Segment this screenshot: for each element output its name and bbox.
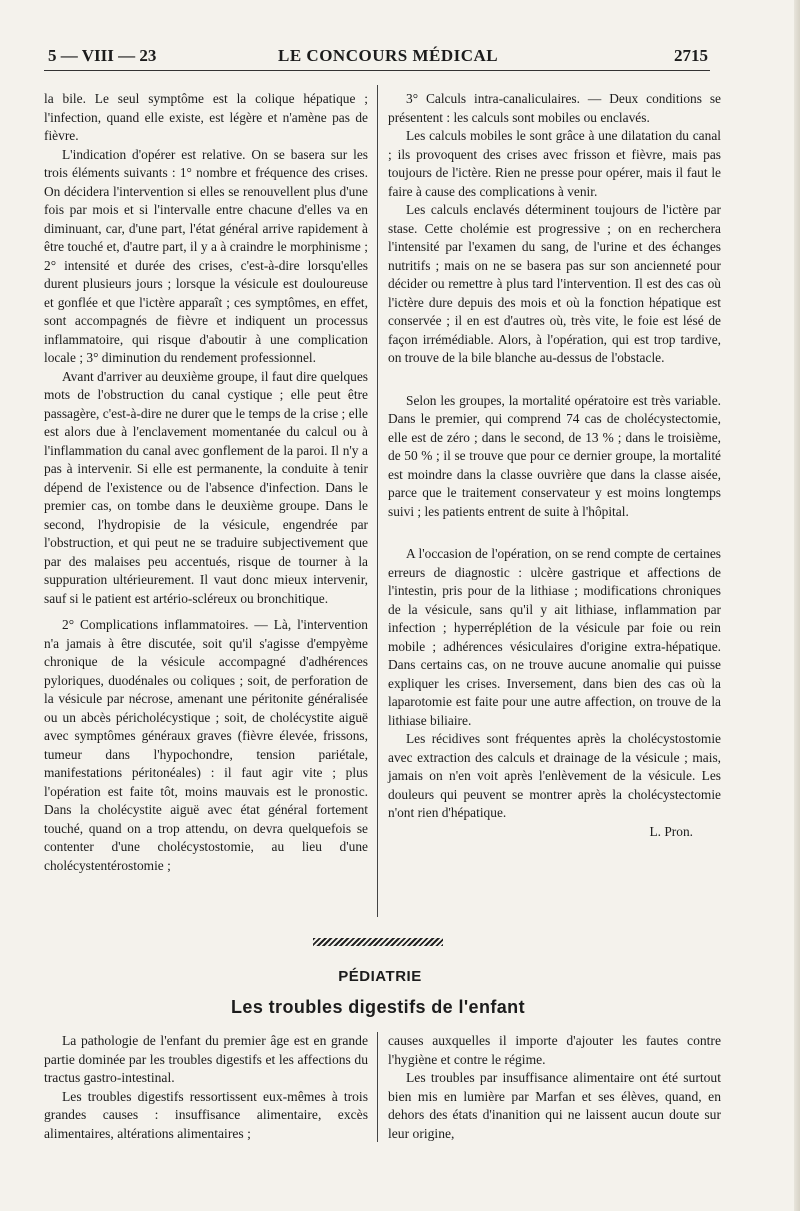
paragraph: La pathologie de l'enfant du premier âge est en grande partie dominée par les troubles digestifs et les affections du tractus gastro-intestinal.	[44, 1033, 368, 1086]
article-title: Les troubles digestifs de l'enfant	[231, 997, 525, 1017]
page-edge	[794, 0, 800, 1211]
paragraph: 2° Complications inflammatoires. — Là, l'intervention n'a jamais à être discutée, soit qu'il s'agisse d'empyème chronique de la vésicule accompagné d'adhérences pyloriques, duodénales ou coliques ; soit, de perforation de la vésicule par nécrose, amenant une péritonite généralisée ou un abcès péricholécystique ; soit, de cholécystite aiguë avec symptômes généraux graves (fièvre élevée, frissons, tumeur dans l'hypochondre, tension pariétale, manifestations péritonéales) : il faut agir vite ; plus l'opération est faite tôt, moins mauvais est le pronostic. Dans la cholécystite aiguë avec état général fortement touché, quand on a trop attendu, on devra quelquefois se contenter d'une cholécystostomie, au lieu d'une cholécystentérostomie ;	[44, 617, 368, 873]
article-left-column	[44, 1032, 368, 1144]
paragraph: Selon les groupes, la mortalité opératoire est très variable. Dans le premier, qui comprend 74 cas de cholécystectomie, elle est de zéro ; dans le second, de 13 % ; dans le troisième, de 50 % ; il se trouve que pour ce dernier groupe, la mortalité est moindre dans la classe ouvrière que dans la classe aisée, parce que le traitement conservateur y est moins longtemps suivi ; les patients entrent de suite à l'hôpital.	[388, 392, 721, 519]
paragraph: Les calculs enclavés déterminent toujours de l'ictère par stase. Cette cholémie est progressive ; on en recherchera l'intensité par l'examen du sang, de l'urine et des échanges nutritifs ; mais on ne se basera pas sur son ancienneté pour décider ou remettre à plus tard l'intervention. Il est des cas où l'ictère dure depuis des mois et où la fonction hépatique est conservée ; il en est d'autres où, très vite, le foie est lésé de façon irrémédiable. Alors, à l'opération, qui est trop tardive, on trouve de la bile blanche au-dessus de l'obstacle.	[388, 202, 721, 365]
page-header	[48, 46, 708, 68]
column-divider	[377, 85, 378, 917]
paragraph: causes auxquelles il importe d'ajouter les fautes contre l'hygiène et contre le régime.	[388, 1033, 721, 1067]
section-ornament	[313, 938, 443, 946]
article-right-column	[388, 1032, 721, 1144]
paragraph: A l'occasion de l'opération, on se rend compte de certaines erreurs de diagnostic : ulcère gastrique et affections de l'intestin, pris pour de la lithiase ; modifications chroniques de la vésicule, sans qu'il y ait lithiase, inflammation par infection ; hyperréplétion de la vésicule par foie ou rein mobile ; adhérences vésiculaires d'origine extra-hépatique. Dans certains cas, on ne trouve aucune anomalie qui puisse expliquer les crises. Inversement, dans bien des cas où la laparotomie est faite pour une autre affection, on trouve de la lithiase biliaire.	[388, 546, 721, 728]
paragraph: Avant d'arriver au deuxième groupe, il faut dire quelques mots de l'obstruction du canal cystique ; elle peut être passagère, c'est-à-dire ne durer que le temps de la crise ; elle est alors due à l'enclavement momentanée du calcul ou à l'inflammation du canal avec gonflement de la paroi. Il n'y a pas à intervenir. Si elle est permanente, la conduite à tenir dépend de l'existence ou de l'absence d'infection. Dans le premier cas, on tombe dans le deuxième groupe. Dans le second, l'hydropisie de la vésicule, engendrée par l'obstruction, et qui peut ne se traduire subjectivement que par des malaises peu accentués, risque de tourner à la suppuration ultérieurement. Il vaut donc mieux intervenir, sauf si le patient est artério-scléreux ou bronchitique.	[44, 368, 368, 606]
left-column	[44, 90, 368, 875]
header-rule	[44, 70, 710, 71]
paragraph: 3° Calculs intra-canaliculaires. — Deux conditions se présentent : les calculs sont mobiles ou enclavés.	[388, 91, 721, 125]
journal-title: LE CONCOURS MÉDICAL	[278, 46, 499, 65]
paragraph: la bile. Le seul symptôme est la colique hépatique ; l'infection, quand elle existe, est légère et n'amène pas de fièvre.	[44, 91, 368, 143]
paragraph: Les troubles par insuffisance alimentaire ont été surtout bien mis en lumière par Marfan et ses élèves, quand, en dehors des états d'inanition qui ne laissent aucun doute sur leur origine,	[388, 1070, 721, 1141]
paragraph: L'indication d'opérer est relative. On se basera sur les trois éléments suivants : 1° nombre et fréquence des crises. On décidera l'intervention si elles se renouvellent plus d'une fois par mois et si l'intervalle entre chacune d'elles va en diminuant, car, d'une part, l'état général arrive rapidement à être touché et, d'autre part, il y a à craindre le morphinisme ; 2° intensité et durée des crises, c'est-à-dire lorsqu'elles durent plusieurs jours ; lorsque la vésicule est douloureuse et gonflée et que l'ictère apparaît ; ces symptômes, en effet, sont accompagnés de fièvre et indiquent un processus inflammatoire, qui risque d'aboutir à une complication locale ; 3° diminution du rendement professionnel.	[44, 146, 368, 365]
paragraph: Les troubles digestifs ressortissent eux-mêmes à trois grandes causes : insuffisance alimentaire, excès alimentaires, altérations alimentaires ;	[44, 1088, 368, 1141]
issue-date: 5 — VIII — 23	[48, 46, 157, 65]
paragraph: Les récidives sont fréquentes après la cholécystostomie avec extraction des calculs et drainage de la vésicule ; mais, jamais on n'en voit après l'enlèvement de la vésicule. Les douleurs qui peuvent se montrer après la cholécystectomie n'ont rien d'hépatique.	[388, 731, 721, 820]
page-number: 2715	[674, 46, 708, 65]
right-column	[388, 90, 721, 841]
section-heading: PÉDIATRIE	[338, 968, 422, 985]
paragraph: Les calculs mobiles le sont grâce à une dilatation du canal ; ils provoquent des crises avec frisson et fièvre, mais pas toujours de l'ictère. Rien ne presse pour opérer, mais il faut le faire à cause des complications à venir.	[388, 128, 721, 199]
column-divider	[377, 1032, 378, 1142]
author-signature: L. Pron.	[649, 823, 693, 839]
